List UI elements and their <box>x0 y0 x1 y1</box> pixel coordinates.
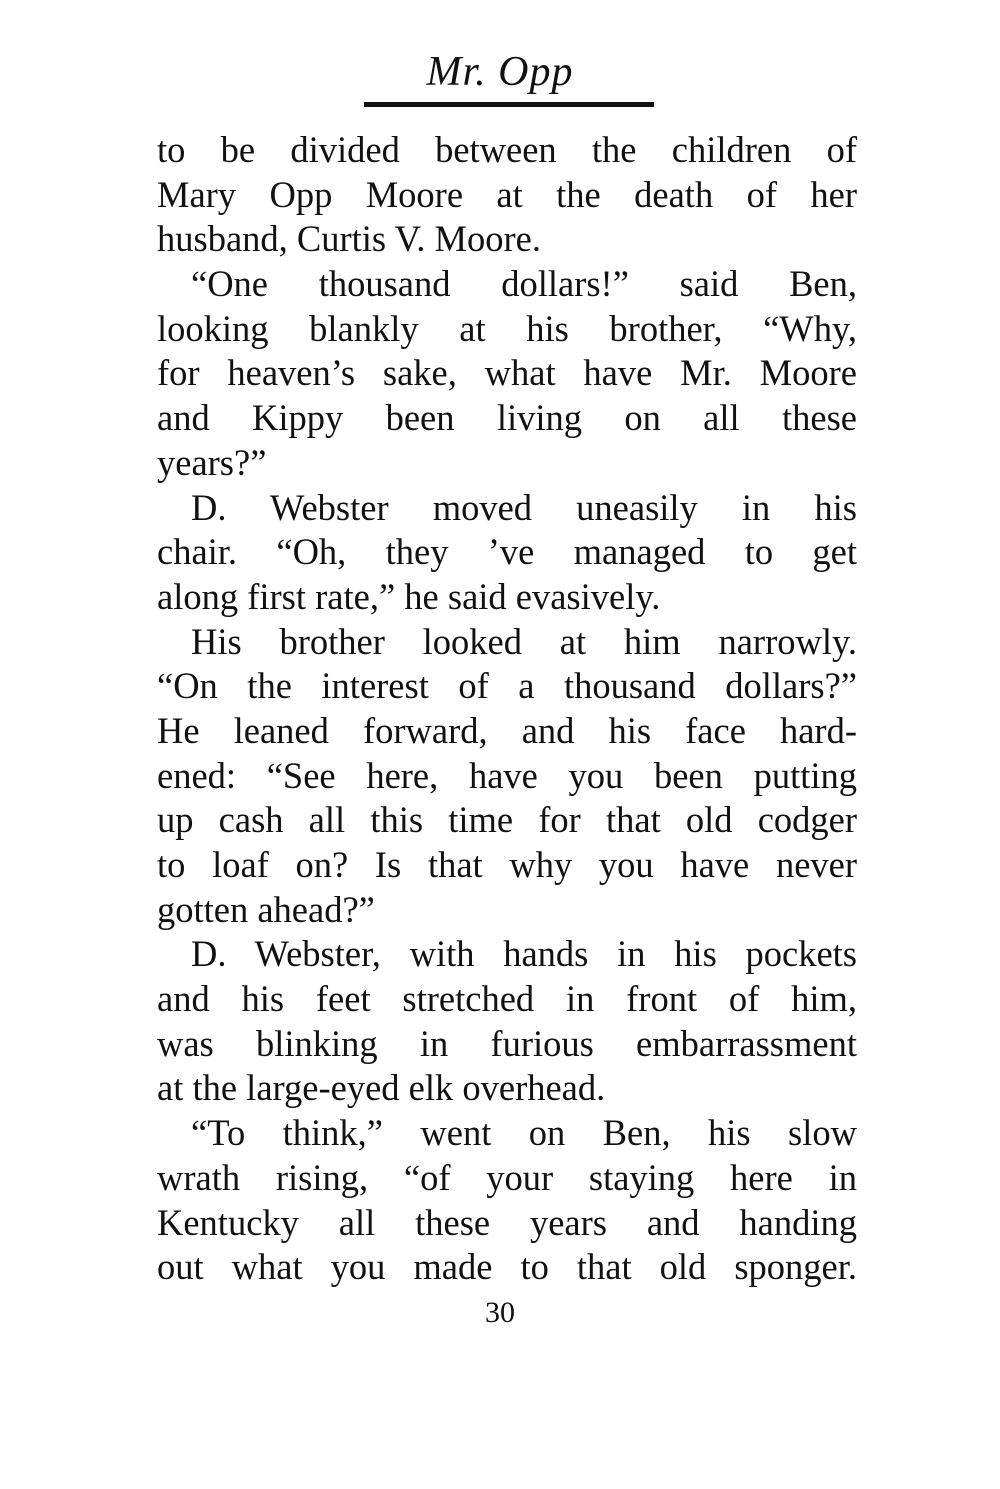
text-line: “To think,” went on Ben, his slow <box>191 1112 857 1154</box>
running-title: Mr. Opp <box>426 49 574 95</box>
text-line: out what you made to that old sponger. <box>157 1246 857 1288</box>
text-line: chair. “Oh, they ’ve managed to get <box>157 531 857 573</box>
text-line: and Kippy been living on all these <box>157 397 857 439</box>
body-text <box>157 128 857 1290</box>
text-line: “One thousand dollars!” said Ben, <box>191 263 857 305</box>
text-line: husband, Curtis V. Moore. <box>157 218 541 260</box>
text-line: ened: “See here, have you been putting <box>157 754 857 796</box>
text-line: He leaned forward, and his face hard- <box>157 709 857 751</box>
text-line: to be divided between the children of <box>157 129 857 170</box>
text-line: His brother looked at him narrowly. <box>191 620 857 662</box>
text-line: D. Webster moved uneasily in his <box>191 486 857 528</box>
text-line: and his feet stretched in front of him, <box>157 978 857 1020</box>
text-line: was blinking in furious embarrassment <box>157 1022 857 1064</box>
text-line: “On the interest of a thousand dollars?” <box>157 665 857 707</box>
text-line: gotten ahead?” <box>157 888 375 930</box>
page-number: 30 <box>485 1296 515 1329</box>
text-line: to loaf on? Is that why you have never <box>157 844 857 885</box>
text-line: Kentucky all these years and handing <box>157 1201 857 1243</box>
text-line: at the large-eyed elk overhead. <box>157 1067 606 1109</box>
text-line: up cash all this time for that old codger <box>157 799 857 841</box>
text-line: wrath rising, “of your staying here in <box>157 1156 857 1198</box>
text-line: for heaven’s sake, what have Mr. Moore <box>157 352 857 394</box>
text-line: years?” <box>157 441 267 483</box>
text-line: looking blankly at his brother, “Why, <box>157 307 857 349</box>
text-line: along first rate,” he said evasively. <box>157 575 661 617</box>
text-line: D. Webster, with hands in his pockets <box>191 933 857 975</box>
text-line: Mary Opp Moore at the death of her <box>157 173 857 215</box>
header-rule <box>364 102 654 107</box>
